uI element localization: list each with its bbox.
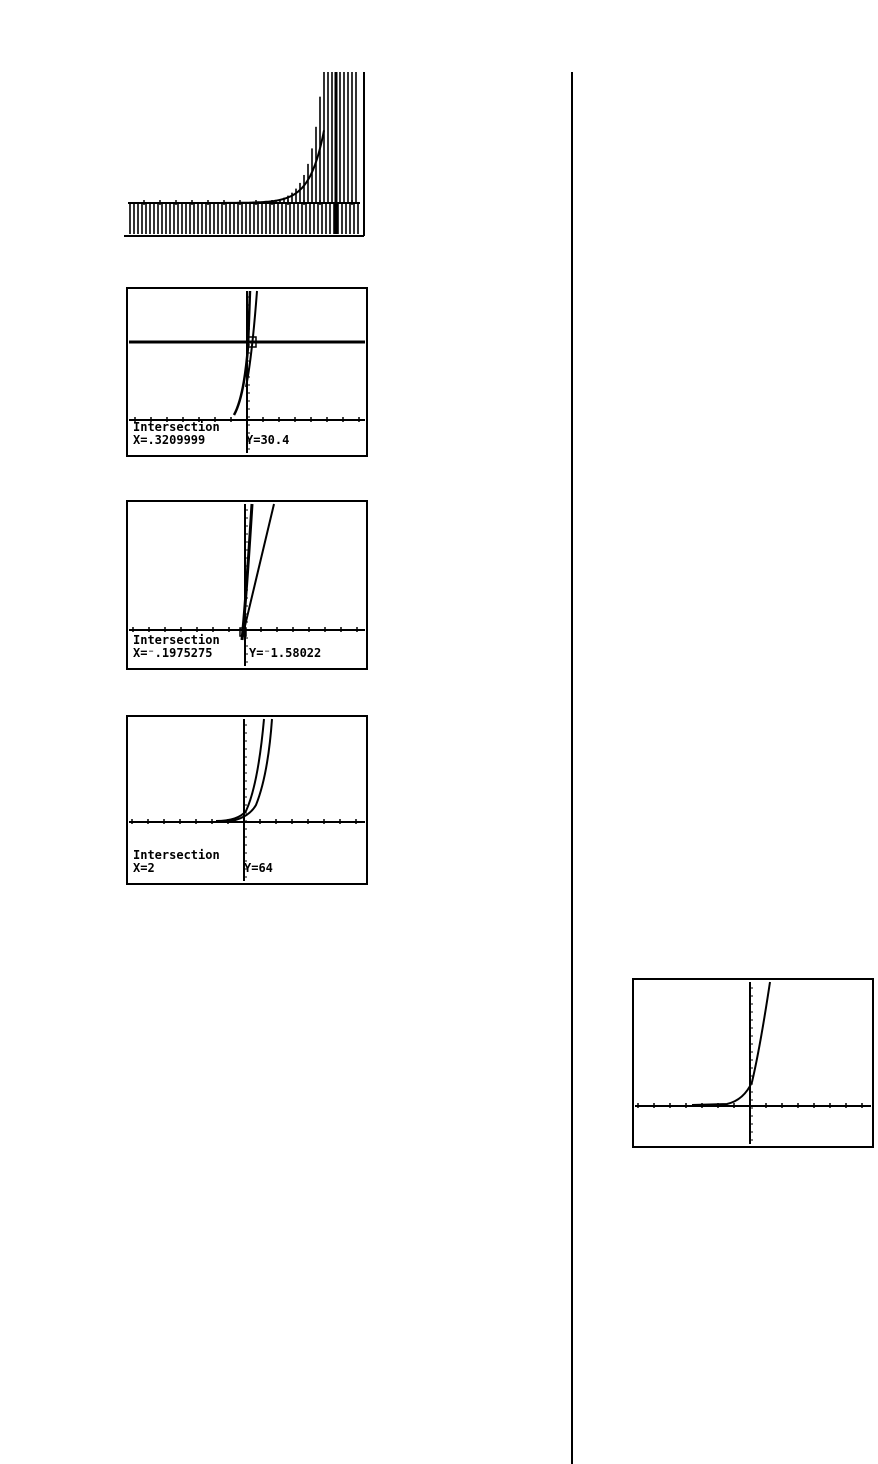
intersection-label: Intersection [133, 420, 220, 434]
intersection-x-readout: X=.3209999 [133, 433, 206, 447]
intersection-label: Intersection [133, 633, 220, 647]
intersection-y-readout: Y=64 [244, 861, 273, 875]
intersection-y-readout: Y=30.4 [246, 433, 290, 447]
calculator-screen-1 [124, 72, 368, 240]
exponential-curve [692, 982, 770, 1105]
calculator-screen-5 [632, 978, 874, 1148]
calculator-screen-2 [126, 287, 368, 457]
calculator-screen-4 [126, 715, 368, 885]
graph-exponential-5 [632, 978, 874, 1148]
curve-b [226, 719, 272, 822]
graph-intersection-3 [126, 500, 368, 670]
page-divider [571, 72, 573, 1464]
calculator-screen-3 [126, 500, 368, 670]
graph-intersection-2 [126, 287, 368, 457]
intersection-label: Intersection [133, 848, 220, 862]
graph-shaded-exponential [124, 72, 368, 240]
graph-intersection-4 [126, 715, 368, 885]
curve-a [216, 719, 264, 821]
intersection-x-readout: X=2 [133, 861, 155, 875]
exponential-curve [224, 130, 324, 203]
intersection-y-readout: Y=⁻1.58022 [249, 646, 322, 660]
intersection-x-readout: X=⁻.1975275 [133, 646, 213, 660]
